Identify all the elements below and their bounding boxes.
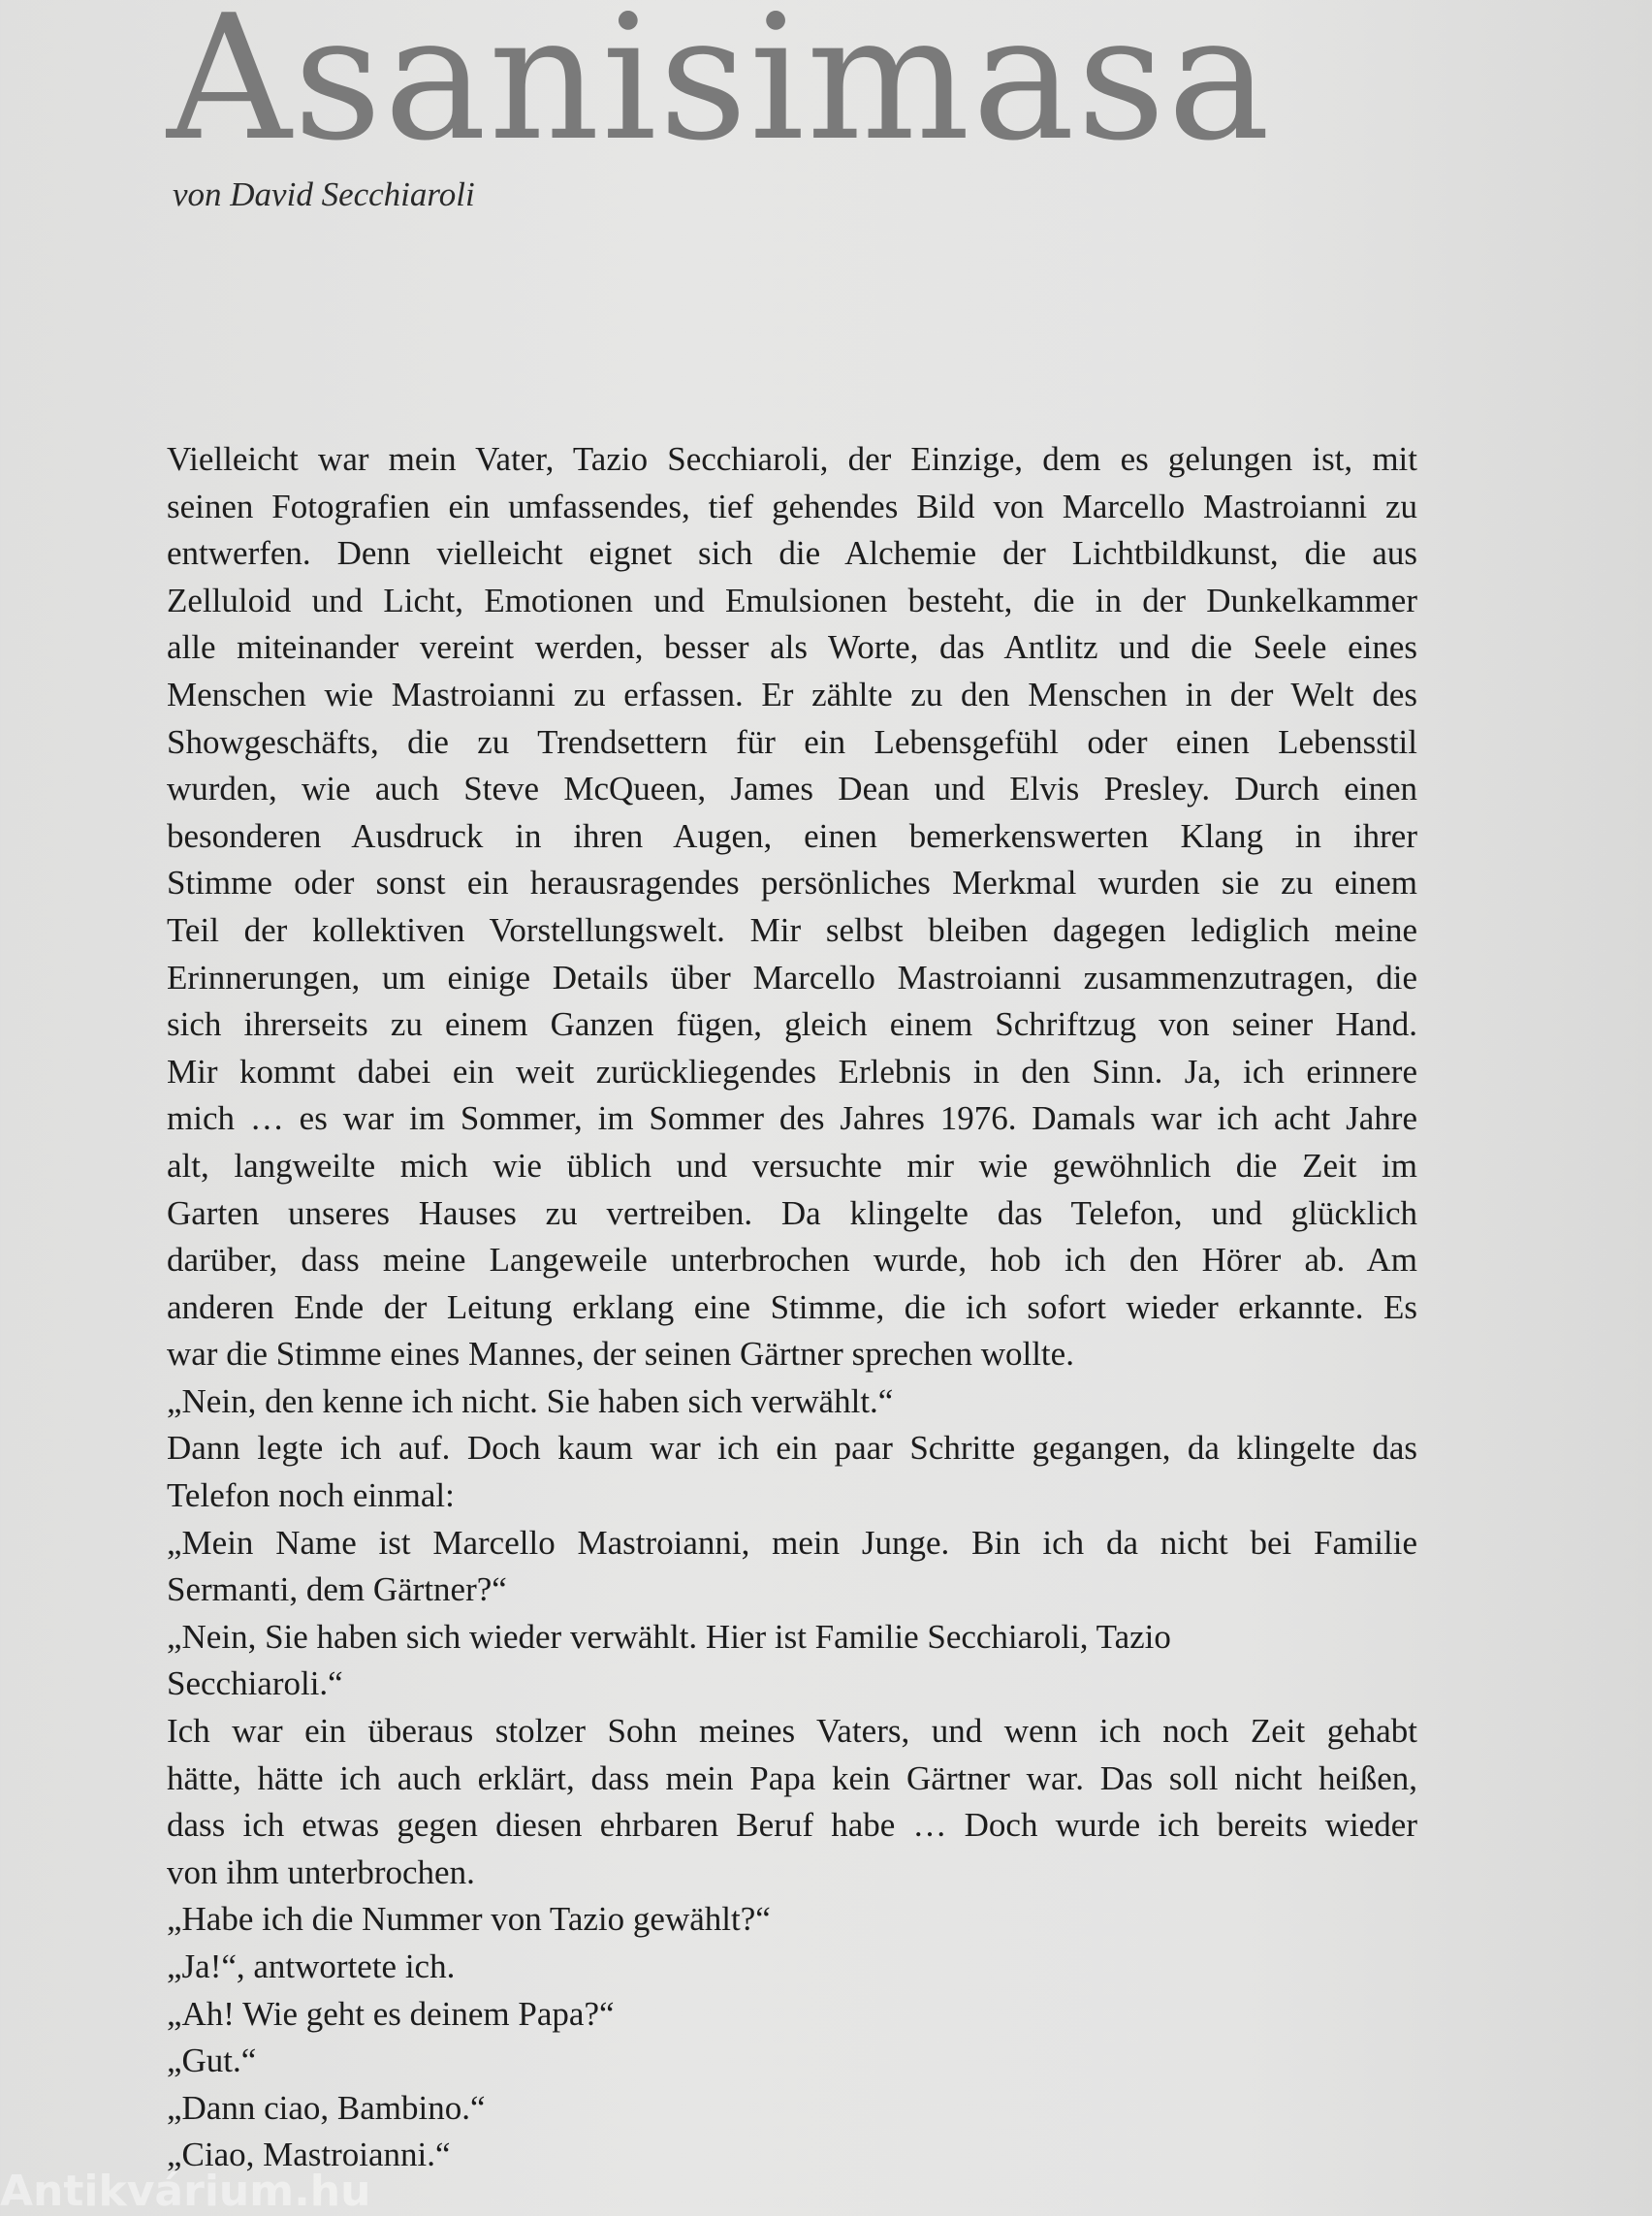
text-line: Showgeschäfts, die zu Trendsettern für ein Lebensgefühl oder einen Lebensstil [167, 722, 1417, 761]
text-line: hätte, hätte ich auch erklärt, dass mein Papa kein Gärtner war. Das soll nicht heißen, [167, 1758, 1417, 1797]
text-line: Stimme oder sonst ein herausragendes persönliches Merkmal wurden sie zu einem [167, 864, 1417, 902]
watermark: Antikvárium.hu [0, 2167, 371, 2216]
body-text [167, 436, 1417, 2179]
text-line: Telefon noch einmal: [167, 1476, 455, 1515]
text-line: „Mein Name ist Marcello Mastroianni, mein Junge. Bin ich da nicht bei Familie [167, 1523, 1417, 1562]
text-line: von ihm unterbrochen. [167, 1852, 475, 1891]
text-line: „Gut.“ [167, 2042, 257, 2080]
text-line: „Dann ciao, Bambino.“ [167, 2088, 486, 2127]
text-line: sich ihrerseits zu einem Ganzen fügen, gleich einem Schriftzug von seiner Hand. [167, 1005, 1417, 1044]
text-line: wurden, wie auch Steve McQueen, James Dean und Elvis Presley. Durch einen [167, 770, 1417, 808]
text-line: darüber, dass meine Langeweile unterbrochen wurde, hob ich den Hörer ab. Am [167, 1241, 1417, 1280]
text-line: „Nein, den kenne ich nicht. Sie haben sich verwählt.“ [167, 1381, 894, 1420]
text-line: Vielleicht war mein Vater, Tazio Secchiaroli, der Einzige, dem es gelungen ist, mit [167, 440, 1417, 478]
text-line: „Ciao, Mastroianni.“ [167, 2136, 451, 2174]
text-line: anderen Ende der Leitung erklang eine Stimme, die ich sofort wieder erkannte. Es [167, 1287, 1417, 1326]
text-line: besonderen Ausdruck in ihren Augen, einen bemerkenswerten Klang in ihrer [167, 816, 1417, 855]
text-line: seinen Fotografien ein umfassendes, tief gehendes Bild von Marcello Mastroianni zu [167, 487, 1417, 525]
text-line: „Ah! Wie geht es deinem Papa?“ [167, 1994, 615, 2033]
text-line: Secchiaroli.“ [167, 1664, 343, 1703]
author-byline: von David Secchiaroli [173, 175, 475, 213]
text-line: Garten unseres Hauses zu vertreiben. Da klingelte das Telefon, und glücklich [167, 1193, 1417, 1232]
text-line: Menschen wie Mastroianni zu erfassen. Er zählte zu den Menschen in der Welt des [167, 675, 1417, 713]
text-line: Sermanti, dem Gärtner?“ [167, 1570, 507, 1609]
text-line: Teil der kollektiven Vorstellungswelt. Mir selbst bleiben dagegen lediglich meine [167, 910, 1417, 949]
text-line: Mir kommt dabei ein weit zurückliegendes Erlebnis in den Sinn. Ja, ich erinnere [167, 1052, 1417, 1091]
text-line: mich … es war im Sommer, im Sommer des Jahres 1976. Damals war ich acht Jahre [167, 1099, 1417, 1138]
text-line: „Ja!“, antwortete ich. [167, 1947, 456, 1985]
text-line: Dann legte ich auf. Doch kaum war ich ein paar Schritte gegangen, da klingelte das [167, 1429, 1417, 1468]
text-line: alt, langweilte mich wie üblich und versuchte mir wie gewöhnlich die Zeit im [167, 1146, 1417, 1185]
page-title: Asanisimasa [167, 0, 1273, 178]
text-line: alle miteinander vereint werden, besser als Worte, das Antlitz und die Seele eines [167, 628, 1417, 667]
text-line: entwerfen. Denn vielleicht eignet sich die Alchemie der Lichtbildkunst, die aus [167, 534, 1417, 573]
text-line: war die Stimme eines Mannes, der seinen Gärtner sprechen wollte. [167, 1335, 1074, 1374]
text-line: „Nein, Sie haben sich wieder verwählt. Hier ist Familie Secchiaroli, Tazio [167, 1617, 1171, 1656]
text-line: Ich war ein überaus stolzer Sohn meines Vaters, und wenn ich noch Zeit gehabt [167, 1712, 1417, 1751]
text-line: dass ich etwas gegen diesen ehrbaren Beruf habe … Doch wurde ich bereits wieder [167, 1806, 1417, 1845]
text-line: Zelluloid und Licht, Emotionen und Emulsionen besteht, die in der Dunkelkammer [167, 581, 1417, 619]
text-line: Erinnerungen, um einige Details über Marcello Mastroianni zusammenzutragen, die [167, 958, 1417, 997]
text-line: „Habe ich die Nummer von Tazio gewählt?“ [167, 1900, 771, 1939]
